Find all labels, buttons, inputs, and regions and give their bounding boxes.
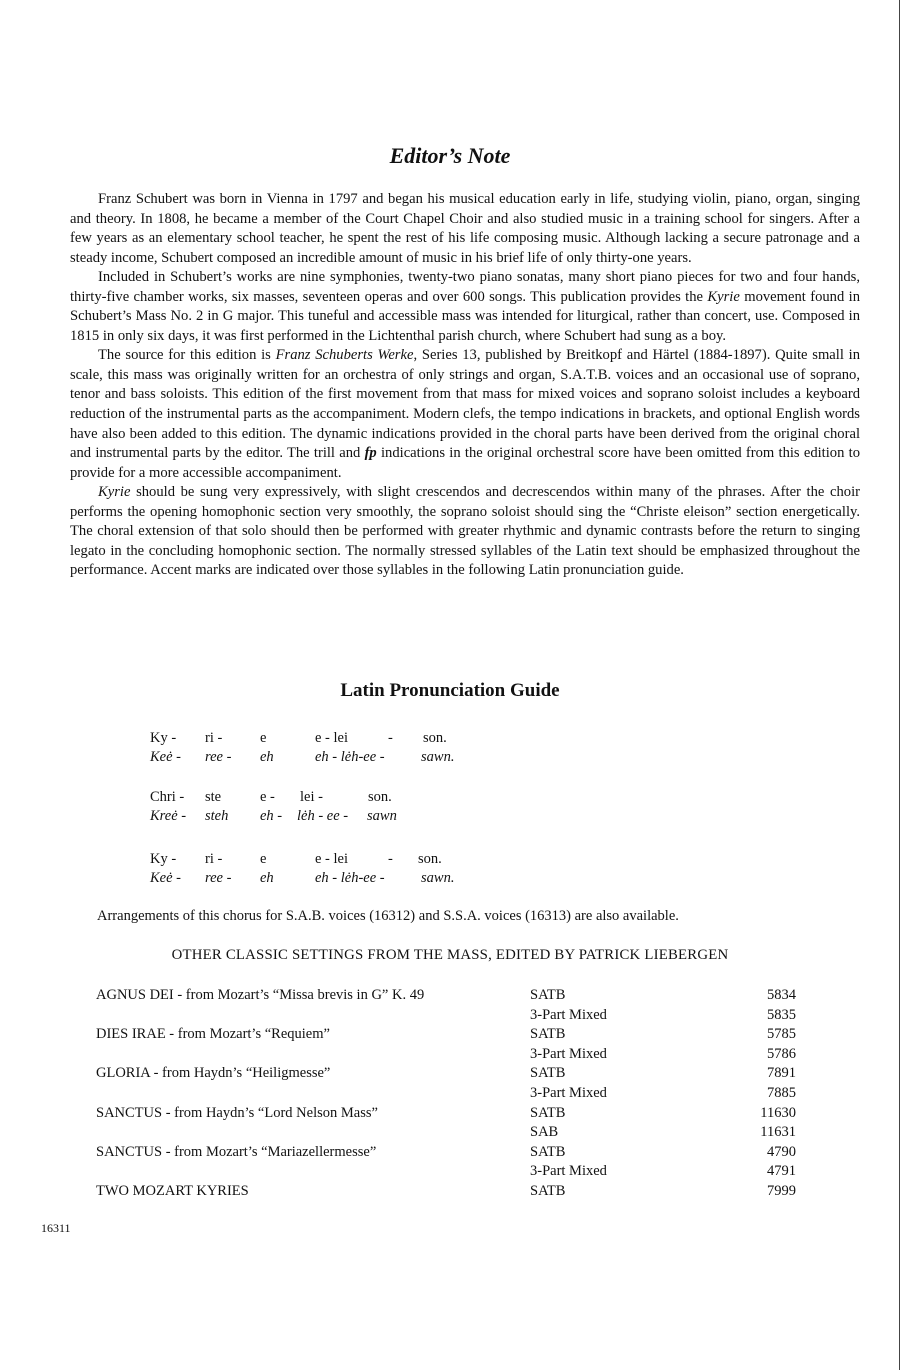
works-row bbox=[96, 1105, 796, 1125]
italic-title: Kyrie bbox=[98, 484, 131, 501]
works-row bbox=[96, 1007, 796, 1027]
phonetic: lėh - ee - bbox=[297, 808, 349, 824]
work-number: 7885 bbox=[767, 1084, 796, 1101]
syllable: - bbox=[388, 851, 393, 867]
dynamic-marking: fp bbox=[364, 445, 377, 462]
work-number: 5785 bbox=[767, 1026, 796, 1043]
syllable: son. bbox=[418, 851, 442, 867]
phonetic: eh bbox=[260, 870, 274, 886]
works-row bbox=[96, 1144, 796, 1164]
italic-title: Franz Schuberts Werke bbox=[275, 347, 414, 364]
syllable: e bbox=[260, 851, 267, 867]
phonetic: sawn. bbox=[421, 749, 455, 765]
paragraph bbox=[70, 268, 860, 346]
other-settings-heading: OTHER CLASSIC SETTINGS FROM THE MASS, EDITED BY PATRICK LIEBERGEN bbox=[171, 947, 729, 963]
syllable: Ky - bbox=[150, 730, 177, 746]
syllable: son. bbox=[368, 789, 392, 805]
paragraph-text: Included in Schubert’s works are nine symphonies, twenty-two piano sonatas, many short piano pieces for two and four hands, thirty-five chamber works, six masses, seventeen operas and over 600 songs. This publication provides the bbox=[70, 269, 860, 305]
works-row bbox=[96, 1124, 796, 1144]
works-row bbox=[96, 1163, 796, 1183]
phonetic: Keė - bbox=[150, 749, 181, 765]
syllable: lei - bbox=[300, 789, 323, 805]
work-voicing: SATB bbox=[530, 1182, 566, 1199]
phonetic: Kreė - bbox=[150, 808, 187, 824]
page-title: Editor’s Note bbox=[389, 143, 511, 168]
syllable: ri - bbox=[205, 730, 223, 746]
work-number: 7891 bbox=[767, 1065, 796, 1082]
paragraph-text: indications in the original orchestral score have been omitted from this edition to provide for a more accessible accompaniment. bbox=[70, 445, 860, 481]
syllable: ste bbox=[205, 789, 222, 805]
work-number: 11630 bbox=[760, 1104, 796, 1121]
work-number: 4790 bbox=[767, 1143, 796, 1160]
syllable: - bbox=[388, 730, 393, 746]
phonetic: eh - bbox=[260, 808, 283, 824]
phonetic: Keė - bbox=[150, 870, 181, 886]
work-voicing: SATB bbox=[530, 987, 566, 1003]
works-list bbox=[96, 987, 796, 1203]
paragraph-text: movement found in Schubert’s Mass No. 2 in G major. This tuneful and accessible mass was intended for liturgical, rather than concert, use. Composed in 1815 in only six days, it was first performed in the Lichtenthal parish church, where Schubert had sung as a boy. bbox=[70, 288, 860, 344]
pronunciation-guide-title: Latin Pronunciation Guide bbox=[340, 680, 560, 701]
work-title: GLORIA - from Haydn’s “Heiligmesse” bbox=[96, 1065, 331, 1082]
paragraph-text: Franz Schubert was born in Vienna in 1797 and began his musical education early in life, studying violin, piano, organ, singing and theory. In 1808, he became a member of the Court Chapel Choir and also studied music in a training school for singers. After a few years as an elementary school teacher, he spent the rest of his life composing music. Although lacking a secure patronage and a steady income, Schubert composed an incredible amount of music in his brief life of only thirty-one years. bbox=[70, 191, 860, 266]
italic-title: Kyrie bbox=[707, 288, 740, 305]
phonetic: eh - lėh-ee - bbox=[315, 870, 385, 886]
work-voicing: 3-Part Mixed bbox=[530, 1045, 607, 1062]
work-voicing: 3-Part Mixed bbox=[530, 1084, 607, 1101]
work-number: 4791 bbox=[767, 1163, 796, 1180]
phonetic: eh - lėh-ee - bbox=[315, 749, 385, 765]
paragraph bbox=[70, 483, 860, 581]
syllable: e - lei bbox=[315, 730, 349, 746]
work-title: AGNUS DEI - from Mozart’s “Missa brevis in G” K. 49 bbox=[96, 987, 425, 1003]
works-row bbox=[96, 1046, 796, 1066]
paragraph-text: The source for this edition is bbox=[98, 347, 276, 364]
works-row bbox=[96, 1026, 796, 1046]
work-number: 5786 bbox=[767, 1045, 796, 1062]
syllable: Ky - bbox=[150, 851, 177, 867]
phonetic: ree - bbox=[205, 870, 232, 886]
work-number: 7999 bbox=[767, 1182, 796, 1199]
works-row bbox=[96, 1065, 796, 1085]
work-voicing: SATB bbox=[530, 1104, 566, 1121]
works-row bbox=[96, 1085, 796, 1105]
paragraph-text: should be sung very expressively, with slight crescendos and decrescendos within many of the phrases. After the choir performs the opening homophonic section very smoothly, the soprano soloist should sing the “Christe eleison” section energetically. The choral extension of that solo should then be performed with greater rhythmic and dynamic contrasts before the return to singing legato in the concluding homophonic section. The normally stressed syllables of the Latin text should be emphasized throughout the performance. Accent marks are indicated over those syllables in the following Latin pronunciation guide. bbox=[70, 484, 860, 579]
syllable: son. bbox=[423, 730, 447, 746]
work-number: 5834 bbox=[767, 987, 796, 1003]
availability-note: Arrangements of this chorus for S.A.B. voices (16312) and S.S.A. voices (16313) are also available. bbox=[97, 908, 679, 924]
paragraph bbox=[70, 190, 860, 268]
phonetic: sawn. bbox=[421, 870, 455, 886]
work-voicing: SATB bbox=[530, 1143, 566, 1160]
paragraph bbox=[70, 346, 860, 483]
editors-note-body bbox=[70, 190, 860, 581]
phonetic: steh bbox=[205, 808, 229, 824]
works-row bbox=[96, 987, 796, 1007]
work-voicing: SATB bbox=[530, 1026, 566, 1043]
syllable: ri - bbox=[205, 851, 223, 867]
works-row bbox=[96, 1183, 796, 1203]
syllable: e - lei bbox=[315, 851, 349, 867]
work-number: 5835 bbox=[767, 1006, 796, 1023]
syllable: Chri - bbox=[150, 789, 185, 805]
work-title: TWO MOZART KYRIES bbox=[96, 1182, 249, 1199]
work-voicing: SATB bbox=[530, 1065, 566, 1082]
work-voicing: 3-Part Mixed bbox=[530, 1006, 607, 1023]
work-voicing: 3-Part Mixed bbox=[530, 1163, 607, 1180]
paragraph-text: , Series 13, published by Breitkopf and Härtel (1884-1897). Quite small in scale, this mass was originally written for an orchestra of only strings and organ, S.A.T.B. voices and an occasional use of soprano, tenor and bass soloists. This edition of the first movement from that mass for mixed voices and soprano soloist includes a keyboard reduction of the instrumental parts as the accompaniment. Modern clefs, the tempo indications in brackets, and optional English words have also been added to this edition. The dynamic indications provided in the choral parts have been derived from the original choral and instrumental parts by the editor. The trill and bbox=[70, 347, 860, 462]
phonetic: ree - bbox=[205, 749, 232, 765]
work-title: SANCTUS - from Haydn’s “Lord Nelson Mass” bbox=[96, 1104, 378, 1121]
phonetic: sawn bbox=[367, 808, 397, 824]
syllable: e - bbox=[260, 789, 275, 805]
work-number: 11631 bbox=[760, 1124, 796, 1141]
syllable: e bbox=[260, 730, 267, 746]
catalog-number: 16311 bbox=[41, 1221, 71, 1235]
work-voicing: SAB bbox=[530, 1124, 559, 1141]
work-title: SANCTUS - from Mozart’s “Mariazellermesse” bbox=[96, 1143, 377, 1160]
phonetic: eh bbox=[260, 749, 274, 765]
work-title: DIES IRAE - from Mozart’s “Requiem” bbox=[96, 1026, 330, 1043]
